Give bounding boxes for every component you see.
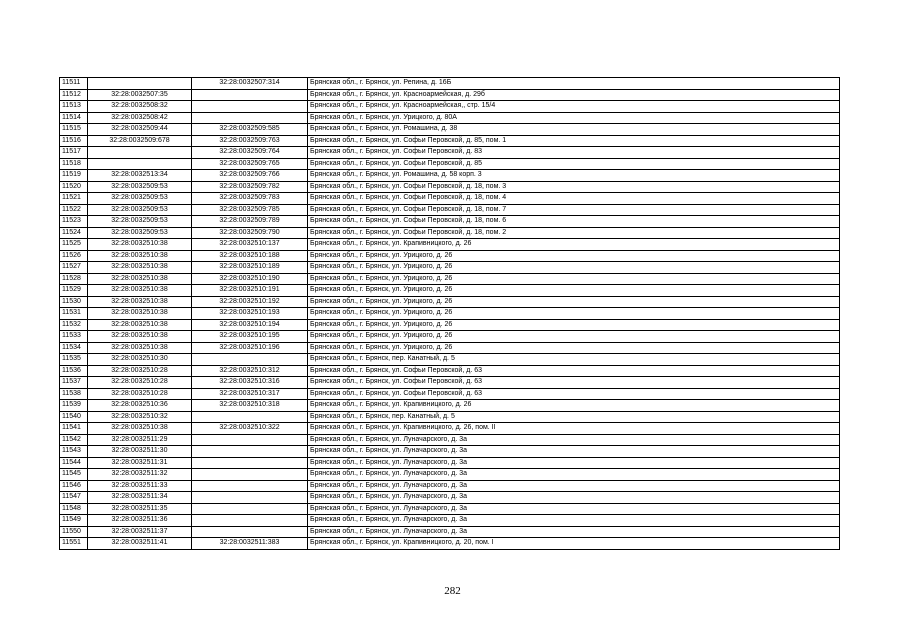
land-cadastral-number-cell: 32:28:0032510:32 xyxy=(88,411,192,423)
land-cadastral-number-cell: 32:28:0032510:38 xyxy=(88,342,192,354)
building-cadastral-number-cell: 32:28:0032510:188 xyxy=(192,250,308,262)
address-cell: Брянская обл., г. Брянск, ул. Софьи Перовской, д. 85 xyxy=(308,158,840,170)
land-cadastral-number-cell: 32:28:0032510:36 xyxy=(88,400,192,412)
row-number-cell: 11527 xyxy=(60,262,88,274)
address-cell: Брянская обл., г. Брянск, ул. Луначарского, д. 3а xyxy=(308,515,840,527)
table-row xyxy=(60,158,840,170)
table-row xyxy=(60,365,840,377)
address-cell: Брянская обл., г. Брянск, ул. Урицкого, д. 26 xyxy=(308,319,840,331)
address-cell: Брянская обл., г. Брянск, ул. Софьи Перовской, д. 18, пом. 6 xyxy=(308,216,840,228)
table-row xyxy=(60,78,840,90)
land-cadastral-number-cell: 32:28:0032510:38 xyxy=(88,296,192,308)
row-number-cell: 11540 xyxy=(60,411,88,423)
row-number-cell: 11514 xyxy=(60,112,88,124)
land-cadastral-number-cell: 32:28:0032511:29 xyxy=(88,434,192,446)
address-cell: Брянская обл., г. Брянск, пер. Канатный, д. 5 xyxy=(308,354,840,366)
address-cell: Брянская обл., г. Брянск, ул. Красноармейская, д. 29б xyxy=(308,89,840,101)
address-cell: Брянская обл., г. Брянск, ул. Софьи Перовской, д. 83 xyxy=(308,147,840,159)
land-cadastral-number-cell: 32:28:0032510:30 xyxy=(88,354,192,366)
table-row xyxy=(60,262,840,274)
address-cell: Брянская обл., г. Брянск, ул. Урицкого, д. 26 xyxy=(308,296,840,308)
row-number-cell: 11530 xyxy=(60,296,88,308)
building-cadastral-number-cell: 32:28:0032510:322 xyxy=(192,423,308,435)
land-cadastral-number-cell: 32:28:0032509:53 xyxy=(88,216,192,228)
land-cadastral-number-cell: 32:28:0032510:28 xyxy=(88,388,192,400)
row-number-cell: 11537 xyxy=(60,377,88,389)
row-number-cell: 11526 xyxy=(60,250,88,262)
address-cell: Брянская обл., г. Брянск, ул. Урицкого, д. 26 xyxy=(308,342,840,354)
building-cadastral-number-cell xyxy=(192,446,308,458)
address-cell: Брянская обл., г. Брянск, ул. Урицкого, д. 26 xyxy=(308,285,840,297)
building-cadastral-number-cell xyxy=(192,526,308,538)
row-number-cell: 11529 xyxy=(60,285,88,297)
table-row xyxy=(60,181,840,193)
table-row xyxy=(60,423,840,435)
land-cadastral-number-cell: 32:28:0032511:36 xyxy=(88,515,192,527)
address-cell: Брянская обл., г. Брянск, ул. Софьи Перовской, д. 63 xyxy=(308,388,840,400)
land-cadastral-number-cell xyxy=(88,78,192,90)
table-row xyxy=(60,308,840,320)
land-cadastral-number-cell: 32:28:0032511:30 xyxy=(88,446,192,458)
address-cell: Брянская обл., г. Брянск, ул. Софьи Перовской, д. 18, пом. 3 xyxy=(308,181,840,193)
address-cell: Брянская обл., г. Брянск, ул. Крапивницкого, д. 26 xyxy=(308,400,840,412)
address-cell: Брянская обл., г. Брянск, ул. Луначарского, д. 3а xyxy=(308,480,840,492)
building-cadastral-number-cell: 32:28:0032509:766 xyxy=(192,170,308,182)
row-number-cell: 11531 xyxy=(60,308,88,320)
table-row xyxy=(60,446,840,458)
address-cell: Брянская обл., г. Брянск, ул. Урицкого, д. 26 xyxy=(308,273,840,285)
address-cell: Брянская обл., г. Брянск, ул. Софьи Перовской, д. 63 xyxy=(308,377,840,389)
building-cadastral-number-cell xyxy=(192,101,308,113)
building-cadastral-number-cell: 32:28:0032510:190 xyxy=(192,273,308,285)
table-row xyxy=(60,204,840,216)
building-cadastral-number-cell xyxy=(192,469,308,481)
row-number-cell: 11517 xyxy=(60,147,88,159)
row-number-cell: 11548 xyxy=(60,503,88,515)
land-cadastral-number-cell xyxy=(88,147,192,159)
building-cadastral-number-cell xyxy=(192,411,308,423)
land-cadastral-number-cell: 32:28:0032510:38 xyxy=(88,423,192,435)
building-cadastral-number-cell xyxy=(192,480,308,492)
building-cadastral-number-cell: 32:28:0032509:764 xyxy=(192,147,308,159)
table-row xyxy=(60,331,840,343)
building-cadastral-number-cell: 32:28:0032510:194 xyxy=(192,319,308,331)
land-cadastral-number-cell: 32:28:0032509:53 xyxy=(88,193,192,205)
land-cadastral-number-cell: 32:28:0032511:31 xyxy=(88,457,192,469)
building-cadastral-number-cell: 32:28:0032510:192 xyxy=(192,296,308,308)
building-cadastral-number-cell: 32:28:0032509:585 xyxy=(192,124,308,136)
land-cadastral-number-cell: 32:28:0032509:53 xyxy=(88,181,192,193)
table-row xyxy=(60,538,840,550)
building-cadastral-number-cell: 32:28:0032510:193 xyxy=(192,308,308,320)
land-cadastral-number-cell: 32:28:0032511:34 xyxy=(88,492,192,504)
land-cadastral-number-cell xyxy=(88,158,192,170)
building-cadastral-number-cell: 32:28:0032509:765 xyxy=(192,158,308,170)
table-row xyxy=(60,377,840,389)
address-cell: Брянская обл., г. Брянск, ул. Ромашина, д. 58 корп. 3 xyxy=(308,170,840,182)
building-cadastral-number-cell: 32:28:0032511:383 xyxy=(192,538,308,550)
table-row xyxy=(60,492,840,504)
table-row xyxy=(60,89,840,101)
address-cell: Брянская обл., г. Брянск, ул. Софьи Перовской, д. 18, пом. 7 xyxy=(308,204,840,216)
address-cell: Брянская обл., г. Брянск, ул. Урицкого, д. 26 xyxy=(308,262,840,274)
row-number-cell: 11513 xyxy=(60,101,88,113)
address-cell: Брянская обл., г. Брянск, ул. Софьи Перовской, д. 18, пом. 2 xyxy=(308,227,840,239)
table-row xyxy=(60,354,840,366)
building-cadastral-number-cell: 32:28:0032509:785 xyxy=(192,204,308,216)
row-number-cell: 11518 xyxy=(60,158,88,170)
building-cadastral-number-cell: 32:28:0032510:318 xyxy=(192,400,308,412)
land-cadastral-number-cell: 32:28:0032508:42 xyxy=(88,112,192,124)
table-row xyxy=(60,285,840,297)
table-row xyxy=(60,112,840,124)
land-cadastral-number-cell: 32:28:0032509:44 xyxy=(88,124,192,136)
registry-table-body xyxy=(60,78,840,550)
table-row xyxy=(60,434,840,446)
address-cell: Брянская обл., г. Брянск, ул. Луначарского, д. 3а xyxy=(308,492,840,504)
row-number-cell: 11519 xyxy=(60,170,88,182)
land-cadastral-number-cell: 32:28:0032511:35 xyxy=(88,503,192,515)
row-number-cell: 11516 xyxy=(60,135,88,147)
building-cadastral-number-cell: 32:28:0032509:790 xyxy=(192,227,308,239)
building-cadastral-number-cell xyxy=(192,89,308,101)
address-cell: Брянская обл., г. Брянск, ул. Урицкого, д. 26 xyxy=(308,308,840,320)
address-cell: Брянская обл., г. Брянск, ул. Софьи Перовской, д. 85, пом. 1 xyxy=(308,135,840,147)
land-cadastral-number-cell: 32:28:0032510:38 xyxy=(88,331,192,343)
table-row xyxy=(60,469,840,481)
land-cadastral-number-cell: 32:28:0032509:678 xyxy=(88,135,192,147)
table-row xyxy=(60,239,840,251)
row-number-cell: 11536 xyxy=(60,365,88,377)
building-cadastral-number-cell: 32:28:0032509:789 xyxy=(192,216,308,228)
building-cadastral-number-cell xyxy=(192,112,308,124)
row-number-cell: 11511 xyxy=(60,78,88,90)
row-number-cell: 11523 xyxy=(60,216,88,228)
building-cadastral-number-cell: 32:28:0032507:314 xyxy=(192,78,308,90)
table-row xyxy=(60,170,840,182)
building-cadastral-number-cell xyxy=(192,492,308,504)
row-number-cell: 11550 xyxy=(60,526,88,538)
address-cell: Брянская обл., г. Брянск, ул. Луначарского, д. 3а xyxy=(308,503,840,515)
table-row xyxy=(60,273,840,285)
registry-table xyxy=(59,77,840,550)
building-cadastral-number-cell: 32:28:0032510:189 xyxy=(192,262,308,274)
land-cadastral-number-cell: 32:28:0032509:53 xyxy=(88,227,192,239)
row-number-cell: 11544 xyxy=(60,457,88,469)
building-cadastral-number-cell xyxy=(192,434,308,446)
row-number-cell: 11549 xyxy=(60,515,88,527)
address-cell: Брянская обл., г. Брянск, ул. Урицкого, д. 26 xyxy=(308,250,840,262)
row-number-cell: 11543 xyxy=(60,446,88,458)
land-cadastral-number-cell: 32:28:0032510:38 xyxy=(88,262,192,274)
building-cadastral-number-cell: 32:28:0032510:196 xyxy=(192,342,308,354)
row-number-cell: 11520 xyxy=(60,181,88,193)
land-cadastral-number-cell: 32:28:0032510:38 xyxy=(88,250,192,262)
address-cell: Брянская обл., г. Брянск, ул. Луначарского, д. 3а xyxy=(308,469,840,481)
row-number-cell: 11534 xyxy=(60,342,88,354)
address-cell: Брянская обл., г. Брянск, ул. Репина, д. 16Б xyxy=(308,78,840,90)
building-cadastral-number-cell xyxy=(192,354,308,366)
table-row xyxy=(60,503,840,515)
building-cadastral-number-cell: 32:28:0032510:317 xyxy=(192,388,308,400)
address-cell: Брянская обл., г. Брянск, ул. Крапивницкого, д. 26 xyxy=(308,239,840,251)
land-cadastral-number-cell: 32:28:0032513:34 xyxy=(88,170,192,182)
table-row xyxy=(60,147,840,159)
table-row xyxy=(60,250,840,262)
table-row xyxy=(60,216,840,228)
land-cadastral-number-cell: 32:28:0032510:38 xyxy=(88,285,192,297)
row-number-cell: 11528 xyxy=(60,273,88,285)
address-cell: Брянская обл., г. Брянск, ул. Луначарского, д. 3а xyxy=(308,446,840,458)
row-number-cell: 11525 xyxy=(60,239,88,251)
row-number-cell: 11535 xyxy=(60,354,88,366)
land-cadastral-number-cell: 32:28:0032511:33 xyxy=(88,480,192,492)
address-cell: Брянская обл., г. Брянск, ул. Луначарского, д. 3а xyxy=(308,457,840,469)
row-number-cell: 11521 xyxy=(60,193,88,205)
row-number-cell: 11547 xyxy=(60,492,88,504)
row-number-cell: 11545 xyxy=(60,469,88,481)
table-row xyxy=(60,124,840,136)
registry-sheet xyxy=(59,77,839,550)
row-number-cell: 11538 xyxy=(60,388,88,400)
row-number-cell: 11512 xyxy=(60,89,88,101)
land-cadastral-number-cell: 32:28:0032509:53 xyxy=(88,204,192,216)
building-cadastral-number-cell: 32:28:0032510:195 xyxy=(192,331,308,343)
address-cell: Брянская обл., г. Брянск, ул. Урицкого, д. 80А xyxy=(308,112,840,124)
table-row xyxy=(60,400,840,412)
building-cadastral-number-cell xyxy=(192,515,308,527)
building-cadastral-number-cell: 32:28:0032510:191 xyxy=(192,285,308,297)
address-cell: Брянская обл., г. Брянск, ул. Урицкого, д. 26 xyxy=(308,331,840,343)
building-cadastral-number-cell: 32:28:0032510:137 xyxy=(192,239,308,251)
building-cadastral-number-cell: 32:28:0032510:312 xyxy=(192,365,308,377)
row-number-cell: 11522 xyxy=(60,204,88,216)
table-row xyxy=(60,480,840,492)
land-cadastral-number-cell: 32:28:0032510:38 xyxy=(88,239,192,251)
page-number: 282 xyxy=(444,585,461,597)
land-cadastral-number-cell: 32:28:0032510:38 xyxy=(88,319,192,331)
land-cadastral-number-cell: 32:28:0032511:41 xyxy=(88,538,192,550)
table-row xyxy=(60,526,840,538)
building-cadastral-number-cell: 32:28:0032509:763 xyxy=(192,135,308,147)
table-row xyxy=(60,411,840,423)
building-cadastral-number-cell: 32:28:0032509:783 xyxy=(192,193,308,205)
table-row xyxy=(60,296,840,308)
land-cadastral-number-cell: 32:28:0032511:32 xyxy=(88,469,192,481)
table-row xyxy=(60,319,840,331)
row-number-cell: 11524 xyxy=(60,227,88,239)
address-cell: Брянская обл., г. Брянск, пер. Канатный, д. 5 xyxy=(308,411,840,423)
table-row xyxy=(60,227,840,239)
table-row xyxy=(60,135,840,147)
table-row xyxy=(60,342,840,354)
land-cadastral-number-cell: 32:28:0032510:38 xyxy=(88,273,192,285)
land-cadastral-number-cell: 32:28:0032510:38 xyxy=(88,308,192,320)
land-cadastral-number-cell: 32:28:0032510:28 xyxy=(88,377,192,389)
row-number-cell: 11515 xyxy=(60,124,88,136)
building-cadastral-number-cell xyxy=(192,503,308,515)
table-row xyxy=(60,457,840,469)
address-cell: Брянская обл., г. Брянск, ул. Крапивницкого, д. 26, пом. II xyxy=(308,423,840,435)
land-cadastral-number-cell: 32:28:0032511:37 xyxy=(88,526,192,538)
table-row xyxy=(60,515,840,527)
address-cell: Брянская обл., г. Брянск, ул. Софьи Перовской, д. 63 xyxy=(308,365,840,377)
land-cadastral-number-cell: 32:28:0032507:35 xyxy=(88,89,192,101)
land-cadastral-number-cell: 32:28:0032510:28 xyxy=(88,365,192,377)
row-number-cell: 11532 xyxy=(60,319,88,331)
building-cadastral-number-cell xyxy=(192,457,308,469)
row-number-cell: 11551 xyxy=(60,538,88,550)
address-cell: Брянская обл., г. Брянск, ул. Крапивницкого, д. 20, пом. I xyxy=(308,538,840,550)
address-cell: Брянская обл., г. Брянск, ул. Луначарского, д. 3а xyxy=(308,434,840,446)
row-number-cell: 11533 xyxy=(60,331,88,343)
row-number-cell: 11539 xyxy=(60,400,88,412)
land-cadastral-number-cell: 32:28:0032508:32 xyxy=(88,101,192,113)
table-row xyxy=(60,388,840,400)
address-cell: Брянская обл., г. Брянск, ул. Софьи Перовской, д. 18, пом. 4 xyxy=(308,193,840,205)
table-row xyxy=(60,101,840,113)
address-cell: Брянская обл., г. Брянск, ул. Луначарского, д. 3а xyxy=(308,526,840,538)
row-number-cell: 11541 xyxy=(60,423,88,435)
building-cadastral-number-cell: 32:28:0032510:316 xyxy=(192,377,308,389)
row-number-cell: 11542 xyxy=(60,434,88,446)
building-cadastral-number-cell: 32:28:0032509:782 xyxy=(192,181,308,193)
table-row xyxy=(60,193,840,205)
address-cell: Брянская обл., г. Брянск, ул. Ромашина, д. 38 xyxy=(308,124,840,136)
row-number-cell: 11546 xyxy=(60,480,88,492)
address-cell: Брянская обл., г. Брянск, ул. Красноармейская,, стр. 15/4 xyxy=(308,101,840,113)
